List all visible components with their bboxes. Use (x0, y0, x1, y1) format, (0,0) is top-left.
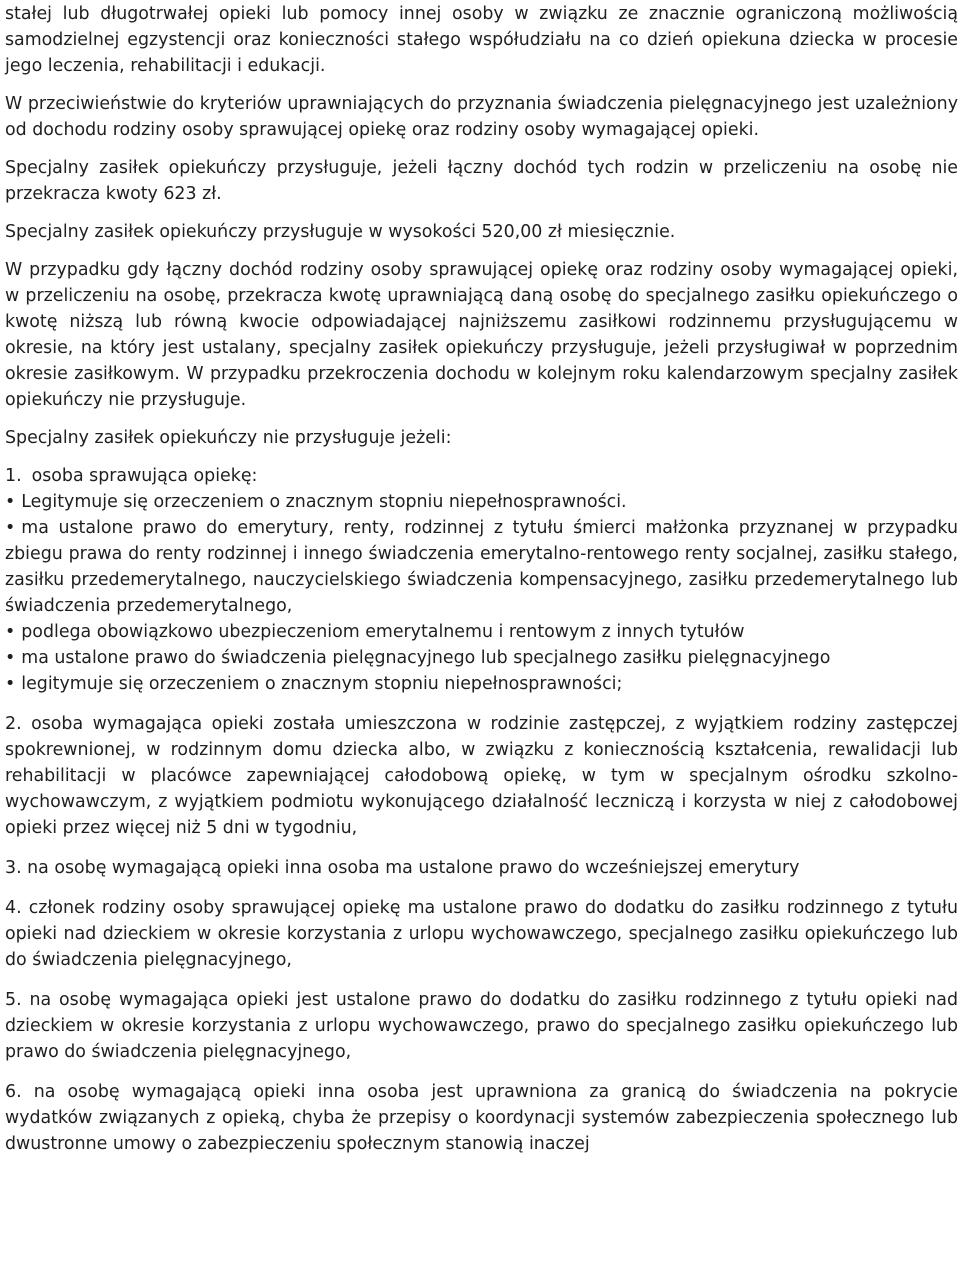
paragraph-income-dependency: W przeciwieństwie do kryteriów uprawniających do przyznania świadczenia pielęgnacyjnego jest uzależniony od dochodu rodziny osoby sprawującej opiekę oraz rodziny osoby wymagającej opieki. (5, 94, 958, 140)
list-item-6: 6. na osobę wymagającą opieki inna osoba jest uprawniona za granicą do świadczenia na pokrycie wydatków związanych z opieką, chyba że przepisy o koordynacji systemów zabezpieczenia społecznego lub dwustronne umowy o zabezpieczeniu społecznym stanowią inaczej (5, 1082, 958, 1154)
list-item-5: 5. na osobę wymagająca opieki jest ustalone prawo do dodatku do zasiłku rodzinnego z tytułu opieki nad dzieckiem w okresie korzystania z urlopu wychowawczego, prawo do specjalnego zasiłku opiekuńczego lub prawo do świadczenia pielęgnacyjnego, (5, 990, 958, 1062)
paragraph-income-exceeded: W przypadku gdy łączny dochód rodziny osoby sprawującej opiekę oraz rodziny osoby wymagającej opieki, w przeliczeniu na osobę, przekracza kwotę uprawniającą daną osobę do specjalnego zasiłku opiekuńczego o kwotę niższą lub równą kwocie odpowiadającej najniższemu zasiłkowi rodzinnemu przysługującemu w okresie, na który jest ustalany, specjalny zasiłek opiekuńczy przysługuje, jeżeli przysługiwał w poprzednim okresie zasiłkowym. W przypadku przekroczenia dochodu w kolejnym roku kalendarzowym specjalny zasiłek opiekuńczy nie przysługuje. (5, 260, 958, 410)
bullet-item-pension (5, 515, 958, 619)
bullet-text: ma ustalone prawo do świadczenia pielęgnacyjnego lub specjalnego zasiłku pielęgnacyjnego (21, 648, 831, 668)
list-item-text: osoba sprawująca opiekę: (31, 466, 258, 486)
bullet-icon: • (5, 518, 16, 538)
bullet-icon: • (5, 622, 16, 642)
bullet-item-insurance (5, 619, 958, 645)
list-item-number: 1. (5, 466, 22, 486)
list-item-3: 3. na osobę wymagającą opieki inna osoba ma ustalone prawo do wcześniejszej emerytury (5, 858, 800, 878)
bullet-item-care-benefit (5, 645, 958, 671)
bullet-icon: • (5, 674, 16, 694)
list-item-4: 4. członek rodziny osoby sprawującej opiekę ma ustalone prawo do dodatku do zasiłku rodzinnego z tytułu opieki nad dzieckiem w okresie korzystania z urlopu wychowawczego, specjalnego zasiłku opiekuńczego lub do świadczenia pielęgnacyjnego, (5, 898, 958, 970)
bullet-item-disability (5, 489, 958, 515)
list-item-2: 2. osoba wymagająca opieki została umieszczona w rodzinie zastępczej, z wyjątkiem rodziny zastępczej spokrewnionej, w rodzinnym domu dziecka albo, w związku z koniecznością kształcenia, rewalidacji lub rehabilitacji w placówce zapewniającej całodobową opiekę, w tym w specjalnym ośrodku szkolno-wychowawczym, z wyjątkiem podmiotu wykonującego działalność leczniczą i korzysta w niej z całodobowej opieki przez więcej niż 5 dni w tygodniu, (5, 714, 958, 838)
paragraph-intro-continuation: stałej lub długotrwałej opieki lub pomocy innej osoby w związku ze znacznie ograniczoną możliwością samodzielnej egzystencji oraz konieczności stałego współudziału na co dzień opiekuna dziecka w procesie jego leczenia, rehabilitacji i edukacji. (5, 4, 958, 76)
paragraph-exclusions-heading: Specjalny zasiłek opiekuńczy nie przysługuje jeżeli: (5, 428, 452, 448)
bullet-text: podlega obowiązkowo ubezpieczeniom emerytalnemu i rentowym z innych tytułów (21, 622, 745, 642)
bullet-text: legitymuje się orzeczeniem o znacznym stopniu niepełnosprawności; (21, 674, 623, 694)
paragraph-income-threshold: Specjalny zasiłek opiekuńczy przysługuje, jeżeli łączny dochód tych rodzin w przeliczeniu na osobę nie przekracza kwoty 623 zł. (5, 158, 958, 204)
bullet-icon: • (5, 648, 16, 668)
document-page (5, 0, 958, 1157)
bullet-text: ma ustalone prawo do emerytury, renty, rodzinnej z tytułu śmierci małżonka przyznanej w przypadku zbiegu prawa do renty rodzinnej i innego świadczenia emerytalno-rentowego renty socjalnej, zasiłku stałego, zasiłku przedemerytalnego, nauczycielskiego świadczenia kompensacyjnego, zasiłku przedemerytalnego lub świadczenia przedemerytalnego, (5, 518, 958, 616)
bullet-item-disability-2 (5, 671, 958, 697)
list-item-1 (5, 463, 958, 489)
bullet-icon: • (5, 492, 16, 512)
bullet-text: Legitymuje się orzeczeniem o znacznym stopniu niepełnosprawności. (21, 492, 627, 512)
paragraph-benefit-amount: Specjalny zasiłek opiekuńczy przysługuje w wysokości 520,00 zł miesięcznie. (5, 222, 676, 242)
